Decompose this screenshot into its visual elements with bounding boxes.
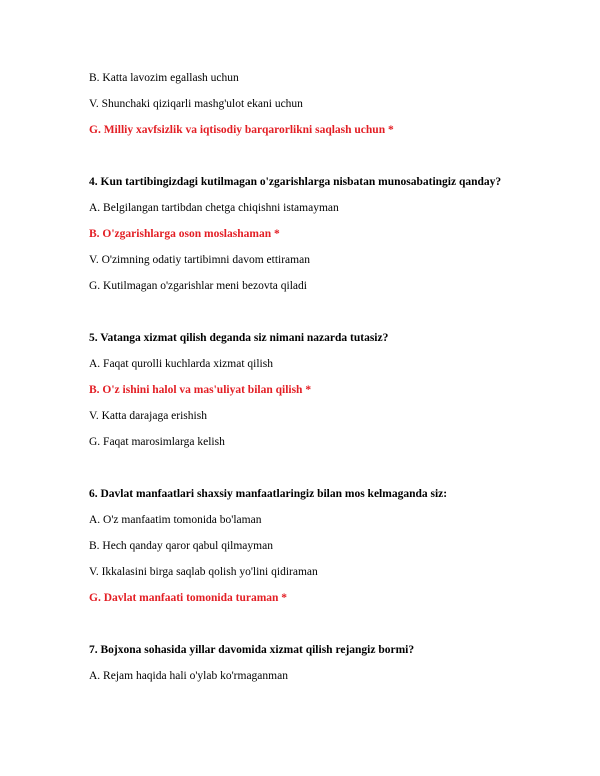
option-5a: A. Faqat qurolli kuchlarda xizmat qilish xyxy=(89,358,273,370)
option-5g: G. Faqat marosimlarga kelish xyxy=(89,436,225,448)
question-6: 6. Davlat manfaatlari shaxsiy manfaatlaringiz bilan mos kelmaganda siz: xyxy=(89,488,448,500)
option-5b-correct: B. O'z ishini halol va mas'uliyat bilan qilish * xyxy=(89,384,312,396)
option-4a: A. Belgilangan tartibdan chetga chiqishni istamayman xyxy=(89,202,339,214)
option-4g: G. Kutilmagan o'zgarishlar meni bezovta qiladi xyxy=(89,280,307,292)
option-6a: A. O'z manfaatim tomonida bo'laman xyxy=(89,514,262,526)
question-5: 5. Vatanga xizmat qilish deganda siz nimani nazarda tutasiz? xyxy=(89,332,389,344)
option-6v: V. Ikkalasini birga saqlab qolish yo'lini qidiraman xyxy=(89,566,318,578)
option-4b-correct: B. O'zgarishlarga oson moslashaman * xyxy=(89,228,280,240)
option-6g-correct: G. Davlat manfaati tomonida turaman * xyxy=(89,592,288,604)
option-3b: B. Katta lavozim egallash uchun xyxy=(89,72,239,84)
option-3v: V. Shunchaki qiziqarli mashg'ulot ekani uchun xyxy=(89,98,303,110)
question-7: 7. Bojxona sohasida yillar davomida xizmat qilish rejangiz bormi? xyxy=(89,644,415,656)
option-5v: V. Katta darajaga erishish xyxy=(89,410,207,422)
option-6b: B. Hech qanday qaror qabul qilmayman xyxy=(89,540,273,552)
option-4v: V. O'zimning odatiy tartibimni davom ettiraman xyxy=(89,254,310,266)
option-7a: A. Rejam haqida hali o'ylab ko'rmaganman xyxy=(89,670,288,682)
question-4: 4. Kun tartibingizdagi kutilmagan o'zgarishlarga nisbatan munosabatingiz qanday? xyxy=(89,176,502,188)
option-3g-correct: G. Milliy xavfsizlik va iqtisodiy barqarorlikni saqlash uchun * xyxy=(89,124,394,136)
